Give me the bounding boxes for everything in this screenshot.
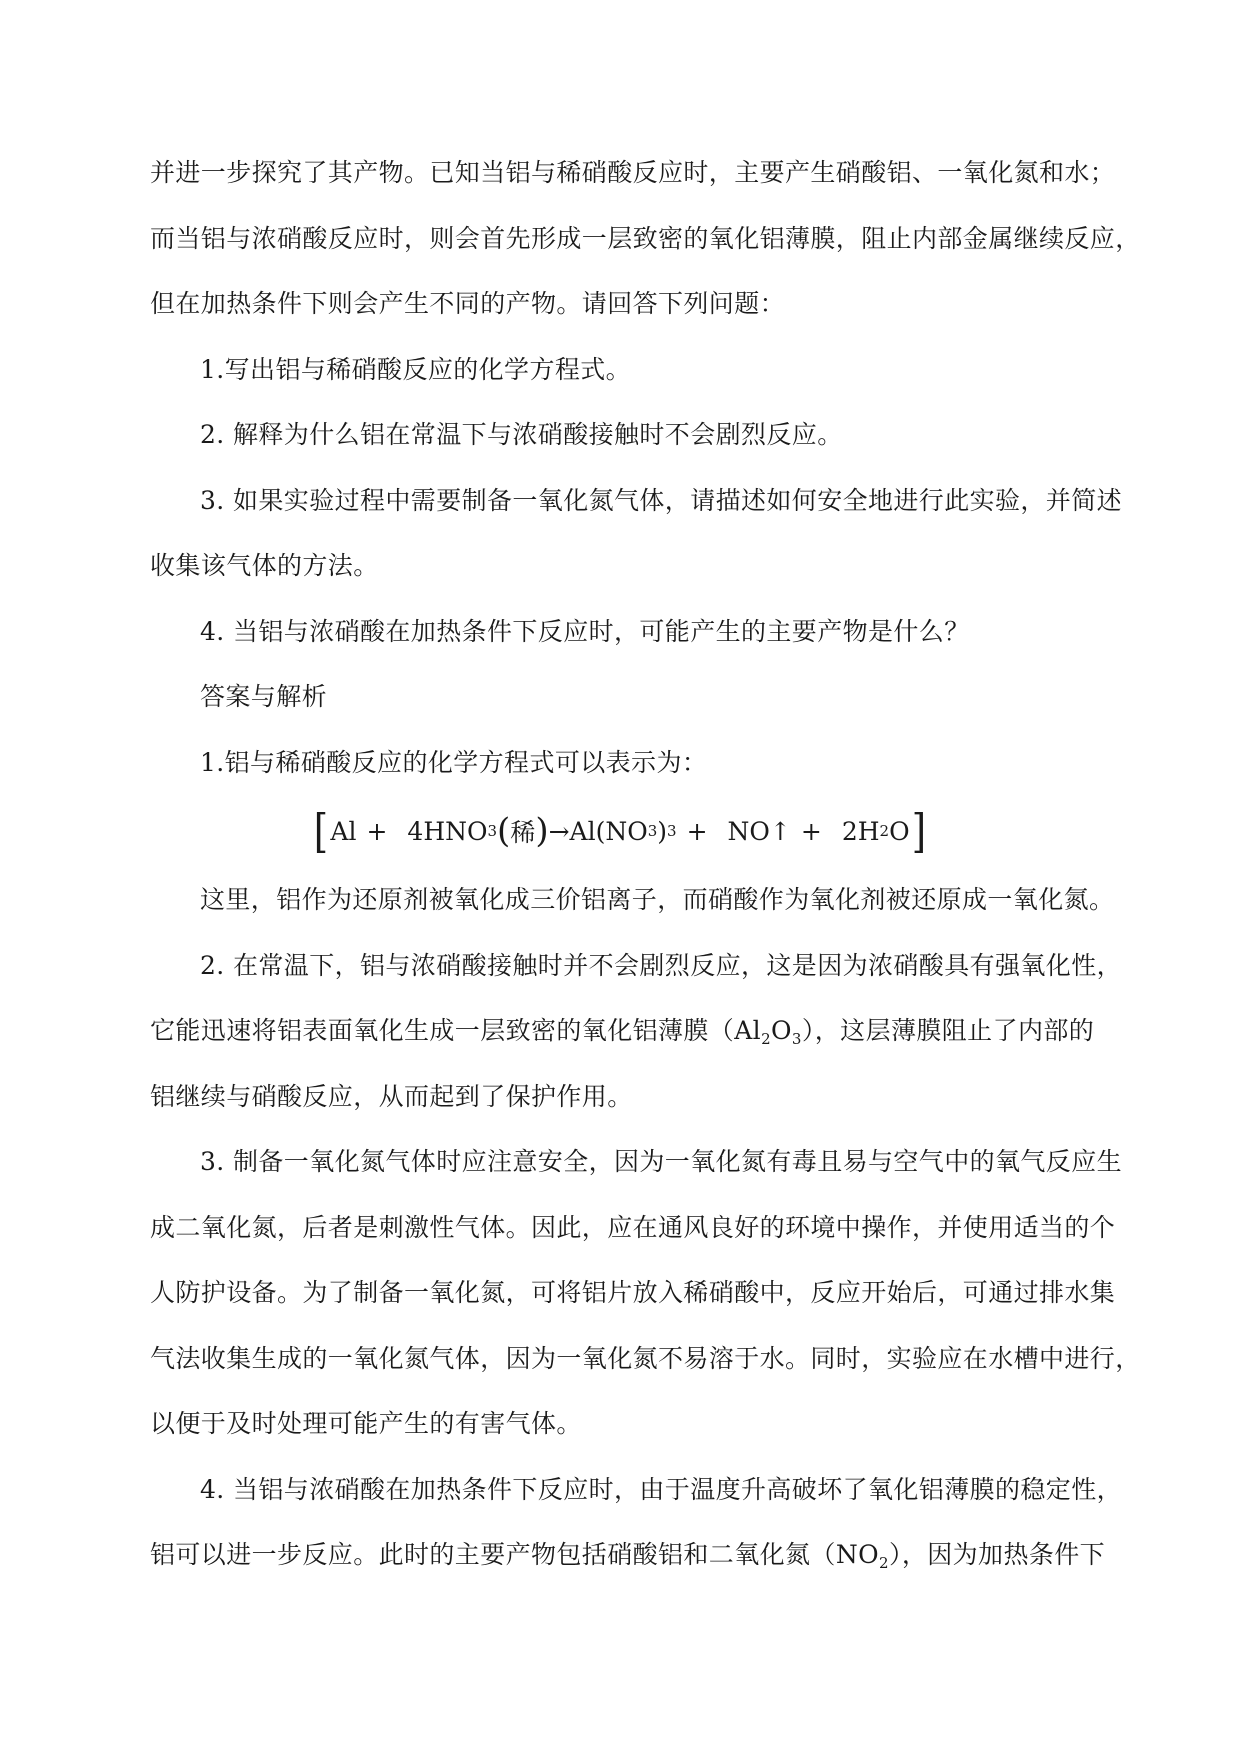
answers-heading: 答案与解析	[200, 682, 328, 711]
equation-body: [ Al + 4HNO 3 ( 稀 ) → Al(NO 3 ) 3 + NO↑ + 2H 2 O ]	[314, 804, 926, 858]
eq-plus-1: +	[366, 816, 388, 846]
document-page	[150, 140, 1141, 1588]
eq-plus-2: +	[686, 816, 708, 846]
answer-2-line-2-pre: 它能迅速将铝表面氧化生成一层致密的氧化铝薄膜（	[150, 1016, 735, 1045]
answer-3-line-2: 成二氧化氮，后者是刺激性气体。因此，应在通风良好的环境中操作，并使用适当的个	[150, 1212, 1116, 1242]
answer-3-line-5: 以便于及时处理可能产生的有害气体。	[150, 1409, 582, 1438]
answer-2-line-2	[150, 998, 1095, 1064]
answer-4-line-2	[150, 1522, 1106, 1588]
question-1: 1.写出铝与稀硝酸反应的化学方程式。	[200, 354, 632, 384]
intro-line-3: 但在加热条件下则会产生不同的产物。请回答下列问题：	[150, 289, 786, 318]
chemical-equation	[150, 795, 1090, 867]
answer-4-line-2-post: ），因为加热条件下	[888, 1540, 1106, 1569]
eq-product-1: Al(NO	[569, 816, 648, 846]
eq-no: NO↑	[727, 816, 791, 846]
intro-line-1: 并进一步探究了其产物。已知当铝与稀硝酸反应时，主要产生硝酸铝、一氧化氮和水；	[150, 158, 1116, 187]
answer-4-line-2-pre: 铝可以进一步反应。此时的主要产物包括硝酸铝和二氧化氮（	[150, 1540, 836, 1569]
question-2: 2. 解释为什么铝在常温下与浓硝酸接触时不会剧烈反应。	[200, 420, 843, 449]
eq-water: 2H	[841, 816, 880, 846]
equation-left-bracket: [	[314, 804, 329, 858]
answer-3-line-1: 3. 制备一氧化氮气体时应注意安全，因为一氧化氮有毒且易与空气中的氧气反应生	[200, 1147, 1123, 1176]
no2-formula: $NO_2$	[835, 1540, 889, 1572]
eq-arrow: →	[548, 816, 570, 846]
answer-2-line-1: 2. 在常温下，铝与浓硝酸接触时并不会剧烈反应，这是因为浓硝酸具有强氧化性，	[200, 950, 1123, 980]
answer-4-line-1: 4. 当铝与浓硝酸在加热条件下反应时，由于温度升高破坏了氧化铝薄膜的稳定性，	[200, 1474, 1123, 1504]
eq-dilute: 稀	[510, 818, 536, 847]
question-3-line-2: 收集该气体的方法。	[150, 551, 379, 580]
eq-al: Al	[330, 816, 357, 846]
eq-hno3: 4HNO	[407, 816, 488, 846]
answer-3-line-3: 人防护设备。为了制备一氧化氮，可将铝片放入稀硝酸中，反应开始后，可通过排水集	[150, 1278, 1116, 1307]
answer-1-intro: 1.铝与稀硝酸反应的化学方程式可以表示为：	[200, 747, 708, 777]
answer-2-line-2-post: ），这层薄膜阻止了内部的	[801, 1016, 1095, 1045]
answer-3-line-4: 气法收集生成的一氧化氮气体，因为一氧化氮不易溶于水。同时，实验应在水槽中进行，	[150, 1343, 1141, 1373]
eq-right-paren: )	[535, 811, 549, 851]
eq-product-1-close: )	[657, 816, 668, 846]
answer-2-line-3: 铝继续与硝酸反应，从而起到了保护作用。	[150, 1081, 633, 1111]
eq-water-o: O	[889, 816, 910, 846]
equation-right-bracket: ]	[911, 804, 926, 858]
al2o3-formula: $Al_2O_3$	[734, 1016, 802, 1048]
answer-1-explanation: 这里，铝作为还原剂被氧化成三价铝离子，而硝酸作为氧化剂被还原成一氧化氮。	[200, 885, 1115, 914]
eq-left-paren: (	[497, 811, 511, 851]
intro-line-2: 而当铝与浓硝酸反应时，则会首先形成一层致密的氧化铝薄膜，阻止内部金属继续反应，	[150, 223, 1141, 253]
question-4: 4. 当铝与浓硝酸在加热条件下反应时，可能产生的主要产物是什么？	[200, 616, 970, 646]
question-3-line-1: 3. 如果实验过程中需要制备一氧化氮气体，请描述如何安全地进行此实验，并简述	[200, 485, 1123, 515]
eq-plus-3: +	[800, 816, 822, 846]
